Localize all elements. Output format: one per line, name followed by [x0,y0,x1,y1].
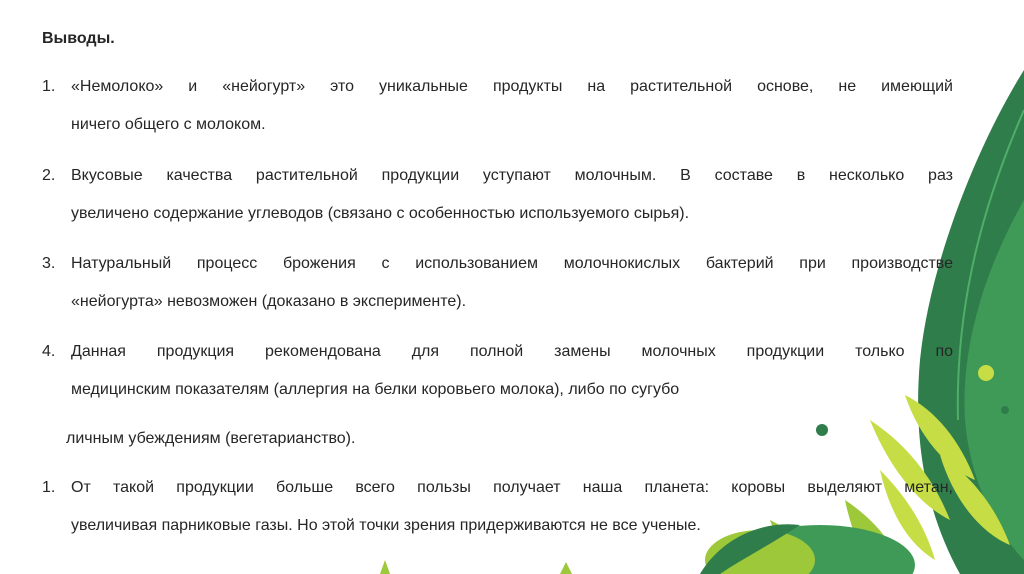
list-item-line: «Немолоко» и «нейогурт» это уникальные продукты на растительной основе, не имеющий [71,78,953,95]
list-item-line: Натуральный процесс брожения с использованием молочнокислых бактерий при производстве [71,255,953,272]
list-item-line: увеличено содержание углеводов (связано с особенностью используемого сырья). [71,205,690,222]
list-item-number: 2. [42,167,56,184]
list-item-line: увеличивая парниковые газы. Но этой точки зрения придерживаются не все ученые. [71,517,701,534]
list-item-line: Вкусовые качества растительной продукции уступают молочным. В составе в несколько раз [71,167,953,184]
list-item-line: ничего общего с молоком. [71,116,266,133]
list-item-line: Данная продукция рекомендована для полной замены молочных продукции только по [71,343,953,360]
page-title: Выводы. [42,30,115,47]
list-item-number: 1. [42,479,56,496]
list-item-number: 3. [42,255,56,272]
list-item-line: медицинским показателям (аллергия на белки коровьего молока), либо по сугубо [71,381,680,398]
list-item-number: 4. [42,343,56,360]
list-item-line: «нейогурта» невозможен (доказано в эксперименте). [71,293,467,310]
list-item-number: 1. [42,78,56,95]
list-item-line: От такой продукции больше всего пользы получает наша планета: коровы выделяют метан, [71,479,953,496]
list-item-continuation: личным убеждениям (вегетарианство). [66,430,356,447]
